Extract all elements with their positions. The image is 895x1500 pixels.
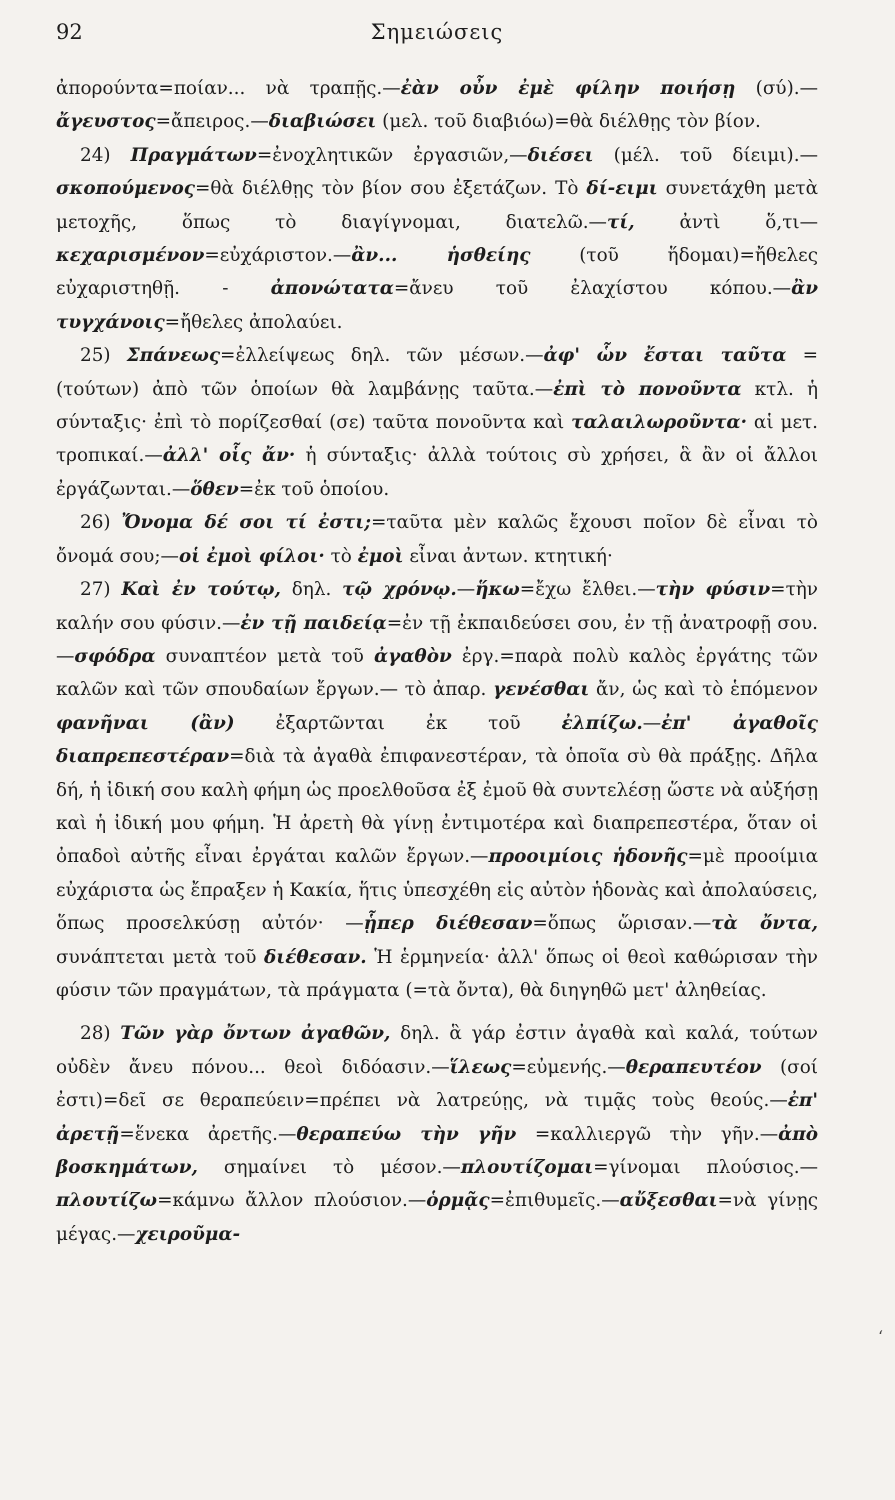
gloss-text: δηλ. ἃ γάρ ἐστιν ἀγαθὰ καὶ καλά, τούτων οὐδὲν ἄνευ πόνου... θεοὶ διδόασιν.— — [56, 1023, 818, 1078]
note-paragraph — [56, 139, 818, 339]
lemma: ὁρμᾷς — [426, 1190, 490, 1212]
lemma: ἀπονώτατα — [270, 278, 394, 300]
gloss-text: — — [642, 712, 662, 734]
gloss-text: 28) — [80, 1023, 121, 1045]
lemma: σκοπούμενος — [56, 178, 195, 200]
lemma: πλουτίζομαι — [460, 1157, 594, 1178]
running-title: Σημειώσεις — [370, 20, 504, 44]
lemma: ἐπ' ἀρετῇ — [56, 1090, 818, 1145]
note-paragraph — [56, 1017, 818, 1251]
gloss-text: κτλ. ἡ σύνταξις· ἐπὶ τὸ πορίζεσθαί (σε) ταῦτα πονοῦντα καὶ — [56, 378, 818, 434]
gloss-text: τὸ — [324, 545, 358, 567]
lemma: πλουτίζω — [56, 1190, 158, 1212]
lemma: ἐὰν οὖν ἐμὲ φίλην ποιήσῃ — [400, 78, 736, 99]
lemma: θεραπεύω τὴν γῆν — [296, 1123, 517, 1145]
gloss-text: =εὐχάριστον.— — [204, 245, 352, 267]
gloss-text: ἀντὶ ὅ,τι— — [634, 211, 818, 233]
gloss-text: =κάμνω ἄλλον πλούσιον.— — [157, 1190, 427, 1212]
gloss-text: =μὲ προοίμια εὐχάριστα ὡς ἔπραξεν ἡ Κακία, ἥτις ὑπεσχέθη εἰς αὐτὸν ἡδονὰς καὶ ἀπολαύσεις, ὅπως προσελκύσῃ αὐτόν· — — [56, 846, 818, 935]
lemma: Τῶν γὰρ ὄντων ἀγαθῶν, — [120, 1023, 391, 1045]
lemma: διέθεσαν. — [264, 946, 367, 968]
lemma: τὰ ὄντα, — [711, 913, 818, 935]
gloss-text: =θὰ διέλθῃς τὸν βίον σου ἐξετάζων. Τὸ — [194, 178, 587, 200]
gloss-text: (σοί ἐστι)=δεῖ σε θεραπεύειν=πρέπει νὰ λατρεύῃς, νὰ τιμᾷς τοὺς θεούς.— — [56, 1056, 818, 1112]
gloss-text: =ἤθελες ἀπολαύει. — [164, 311, 343, 333]
gloss-text: συνετάχθη μετὰ μετοχῆς, ὅπως τὸ διαγίγνομαι, διατελῶ.— — [56, 178, 818, 233]
lemma: διέσει — [527, 144, 594, 166]
gloss-text: εἶναι ἀντων. κτητική· — [403, 545, 613, 567]
lemma: ἐπ' ἀγαθοῖς διαπρεπεστέραν — [56, 712, 819, 768]
gloss-text: =νὰ γίνῃς μέγας.— — [56, 1190, 819, 1245]
gloss-text: =ἔχω ἔλθει.— — [519, 579, 656, 601]
lemma: ᾗπερ διέθεσαν — [363, 913, 533, 935]
gloss-text: ἐργ.=παρὰ πολὺ καλὸς ἐργάτης τῶν καλῶν καὶ τῶν σπουδαίων ἔργων.— τὸ ἀπαρ. — [56, 645, 818, 701]
note-paragraph — [56, 72, 818, 139]
note-paragraph — [56, 573, 818, 1007]
lemma: ἄγευστος — [56, 111, 156, 133]
gloss-text: =ἕνεκα ἀρετῆς.— — [119, 1123, 297, 1145]
lemma: ἥκω — [475, 579, 520, 601]
lemma: τὴν φύσιν — [655, 579, 771, 601]
notes-body — [56, 72, 818, 1251]
gloss-text: =ἄνευ τοῦ ἐλαχίστου κόπου.— — [393, 278, 792, 300]
note-paragraph — [56, 506, 818, 573]
gloss-text: =τὴν καλήν σου φύσιν.— — [56, 579, 818, 634]
gloss-text: =ἐκ τοῦ ὁποίου. — [238, 478, 390, 500]
gloss-text: — — [456, 579, 476, 601]
gloss-text: =ὅπως ὥρισαν.— — [532, 913, 712, 935]
gloss-text: 27) — [80, 579, 122, 601]
gloss-text: =(τούτων) ἀπὸ τῶν ὁποίων θὰ λαμβάνῃς ταῦτα.— — [56, 345, 818, 400]
lemma: ἀπὸ βοσκημάτων, — [56, 1123, 819, 1178]
lemma: αὔξεσθαι — [619, 1190, 718, 1212]
lemma: γενέσθαι — [493, 679, 590, 701]
note-paragraph — [56, 339, 818, 506]
page-header — [56, 20, 818, 56]
gloss-text: =ἐπιθυμεῖς.— — [489, 1190, 620, 1212]
gloss-text: =διὰ τὰ ἀγαθὰ ἐπιφανεστέραν, τὰ ὁποῖα σὺ θὰ πράξῃς. Δῆλα δή, ἡ ἰδική σου καλὴ φήμη ὡς προελθοῦσα ἐξ ἐμοῦ θὰ συντελέσῃ ὥστε νὰ αὐξήσῃ καὶ ἡ ἰδική μου φήμη. Ἡ ἀρετὴ θὰ γίνῃ ἐντιμοτέρα καὶ διαπρεπεστέρα, ὅταν οἱ ὀπαδοὶ αὐτῆς εἶναι ἐργάται καλῶν ἔργων.— — [56, 746, 818, 868]
gloss-text: δηλ. — [280, 579, 343, 601]
lemma: ταλαιλωροῦντα· — [571, 412, 747, 434]
lemma: τῷ χρόνῳ. — [342, 579, 457, 601]
lemma: φανῆναι (ἂν) — [56, 712, 235, 734]
lemma: τί, — [606, 211, 635, 233]
gloss-text: ἐξαρτῶνται ἐκ τοῦ — [234, 712, 562, 734]
gloss-text: σημαίνει τὸ μέσον.— — [197, 1157, 461, 1178]
gloss-text: ἄν, ὡς καὶ τὸ ἑπόμενον — [589, 679, 819, 701]
lemma: θεραπευτέον — [625, 1056, 762, 1078]
gloss-text: ἀπορούντα=ποίαν... νὰ τραπῇς.— — [56, 78, 401, 99]
lemma: οἱ ἐμοὶ φίλοι· — [178, 545, 325, 567]
gloss-text: 24) — [80, 144, 131, 166]
lemma: δί-ειμι — [586, 178, 658, 200]
gloss-text: =ἐν τῇ ἐκπαιδεύσει σου, ἐν τῇ ἀνατροφῇ σου.— — [56, 612, 819, 667]
lemma: διαβιώσει — [268, 111, 377, 133]
lemma: χειροῦμα- — [135, 1223, 241, 1245]
gloss-text: =ἐλλείψεως δηλ. τῶν μέσων.— — [220, 345, 544, 367]
page — [56, 20, 818, 1251]
lemma: ἐπὶ τὸ πονοῦντα — [553, 378, 742, 400]
margin-mark: ʻ — [878, 1327, 884, 1346]
lemma: ἐμοὶ — [357, 545, 404, 567]
lemma: Σπάνεως — [126, 345, 221, 367]
gloss-text: ἡ σύνταξις· ἀλλὰ τούτοις σὺ χρήσει, ἃ ἂν οἱ ἄλλοι ἐργάζωνται.— — [56, 445, 818, 500]
lemma: ἀφ' ὧν ἔσται ταῦτα — [543, 345, 787, 367]
gloss-text: =ταῦτα μὲν καλῶς ἔχουσι ποῖον δὲ εἶναι τὸ ὄνομά σου;— — [56, 512, 818, 567]
lemma: ἀλλ' οἷς ἄν· — [162, 445, 296, 467]
gloss-text: (μελ. τοῦ διαβιόω)=θὰ διέλθῃς τὸν βίον. — [376, 111, 761, 133]
lemma: ἂν... ἡσθείης — [351, 245, 531, 267]
lemma: σφόδρα — [74, 645, 156, 667]
gloss-text: (σύ).— — [735, 78, 818, 99]
lemma: Καὶ ἐν τούτῳ, — [121, 579, 281, 601]
gloss-text: =γίνομαι πλούσιος.— — [593, 1157, 818, 1178]
gloss-text: συναπτέον μετὰ τοῦ — [155, 645, 374, 667]
lemma: Ὄνομα δέ σοι τί ἐστι; — [121, 512, 371, 534]
lemma: προοιμίοις ἡδονῆς — [488, 846, 688, 868]
gloss-text: =εὐμενής.— — [511, 1056, 626, 1078]
lemma: ὅθεν — [190, 478, 239, 500]
gloss-text: αἱ μετ. τροπικαί.— — [56, 412, 818, 467]
gloss-text: (τοῦ ἥδομαι)=ἤθελες εὐχαριστηθῇ. - — [56, 245, 818, 300]
lemma: ἐν τῇ παιδείᾳ — [240, 612, 387, 634]
lemma: Πραγμάτων — [130, 144, 257, 166]
gloss-text: 26) — [80, 512, 122, 534]
gloss-text: 25) — [80, 345, 127, 367]
gloss-text: =καλλιεργῶ τὴν γῆν.— — [516, 1123, 779, 1145]
gloss-text: =ἐνοχλητικῶν ἐργασιῶν,— — [256, 144, 528, 166]
gloss-text: =ἄπειρος.— — [155, 111, 269, 133]
gloss-text: συνάπτεται μετὰ τοῦ — [56, 946, 265, 968]
lemma: κεχαρισμένον — [56, 245, 205, 267]
lemma: ἐλπίζω. — [561, 712, 643, 734]
lemma: ἂν τυγχάνοις — [56, 278, 818, 333]
page-number: 92 — [56, 20, 83, 44]
lemma: ἀγαθὸν — [373, 645, 452, 667]
gloss-text: (μέλ. τοῦ δίειμι).— — [593, 144, 818, 166]
gloss-text: Ἡ ἑρμηνεία· ἀλλ' ὅπως οἱ θεοὶ καθώρισαν τὴν φύσιν τῶν πραγμάτων, τὰ πράγματα (=τὰ ὄντα), θὰ διηγηθῶ μετ' ἀληθείας. — [56, 946, 818, 1001]
lemma: ἵλεως — [449, 1056, 512, 1078]
